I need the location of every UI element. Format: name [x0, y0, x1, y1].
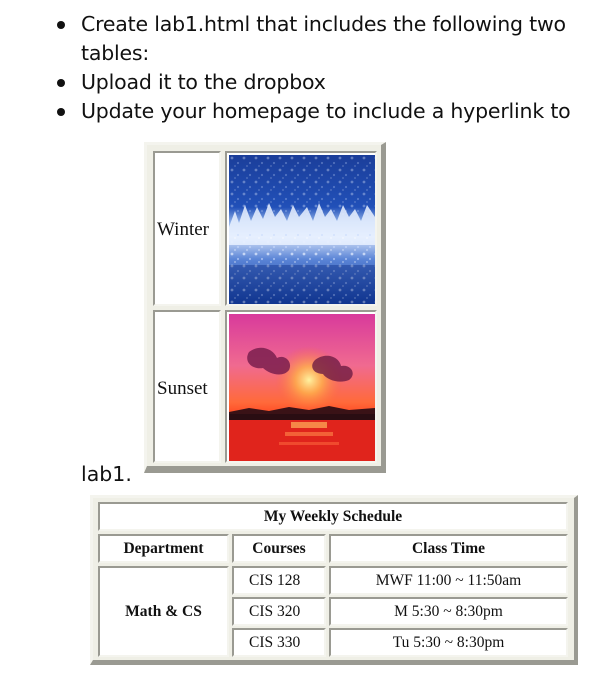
- course-cell: CIS 128: [232, 566, 326, 595]
- time-cell: M 5:30 ~ 8:30pm: [329, 597, 568, 626]
- bullet-item: Create lab1.html that includes the following two tables:: [48, 10, 600, 68]
- header-department: Department: [98, 534, 229, 563]
- table-cell: [225, 310, 377, 463]
- sunset-image: [229, 314, 375, 461]
- instruction-list: [48, 10, 600, 126]
- table-cell: [153, 151, 221, 306]
- course-cell: CIS 320: [232, 597, 326, 626]
- time-cell: Tu 5:30 ~ 8:30pm: [329, 628, 568, 657]
- trailing-text: lab1.: [81, 462, 132, 486]
- header-class-time: Class Time: [329, 534, 568, 563]
- table-cell: [225, 151, 377, 306]
- course-cell: CIS 330: [232, 628, 326, 657]
- schedule-table: [90, 495, 578, 665]
- sunset-label: Sunset: [157, 378, 208, 399]
- table-cell: [153, 310, 221, 463]
- time-cell: MWF 11:00 ~ 11:50am: [329, 566, 568, 595]
- winter-image: [229, 155, 375, 304]
- winter-label: Winter: [157, 219, 209, 240]
- bullet-item: Update your homepage to include a hyperlink to: [48, 97, 600, 126]
- image-table: [144, 142, 386, 473]
- header-courses: Courses: [232, 534, 326, 563]
- schedule-title: My Weekly Schedule: [98, 502, 568, 531]
- bullet-item: Upload it to the dropbox: [48, 68, 600, 97]
- department-cell: Math & CS: [98, 566, 229, 657]
